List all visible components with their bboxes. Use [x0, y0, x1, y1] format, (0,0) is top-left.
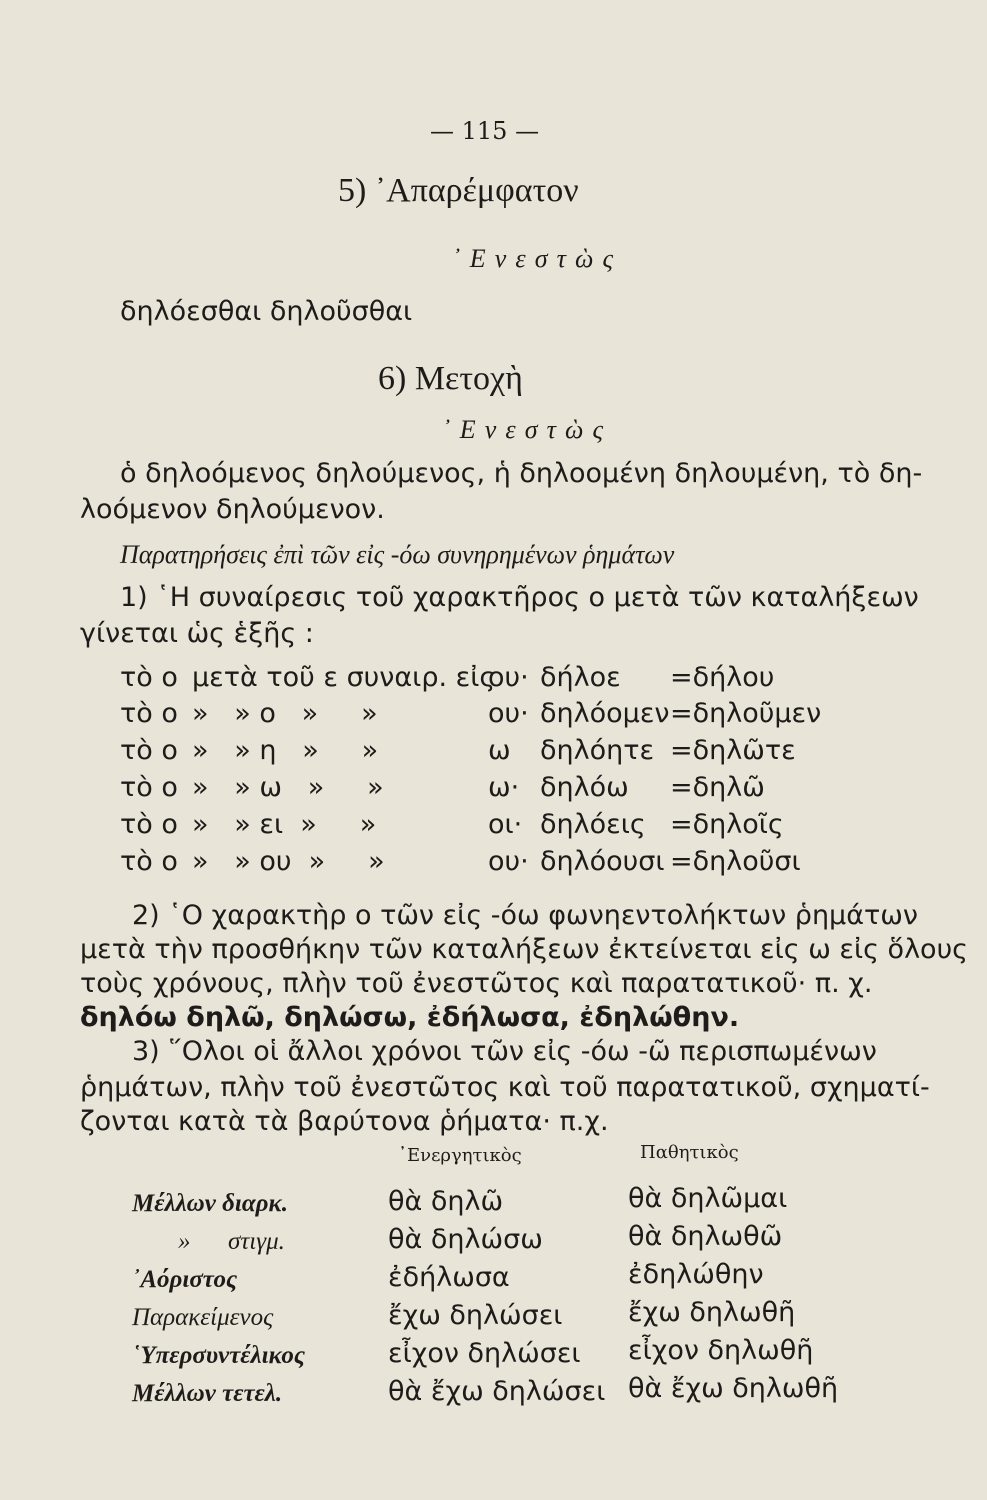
row-result: οι·	[488, 809, 523, 840]
active-form: θὰ ἔχω δηλώσει	[388, 1376, 606, 1407]
active-form: ἔχω δηλώσει	[388, 1300, 563, 1331]
active-form: θὰ δηλώσω	[388, 1224, 543, 1255]
remark2-line1: 2) ῾Ο χαρακτὴρ ο τῶν εἰς -όω φωνηεντολήκτων ῥημάτων	[132, 900, 918, 931]
section6-heading: 6) Μετοχὴ	[378, 360, 523, 397]
row-result: ω·	[488, 772, 520, 803]
row-prefix: τὸ ο	[120, 735, 178, 766]
passive-form: ἔχω δηλωθῆ	[628, 1297, 796, 1328]
row-contracted: =δηλῶτε	[670, 735, 796, 766]
row-rule: » » η » »	[192, 735, 379, 766]
tense-label: Μέλλων τετελ.	[132, 1380, 283, 1407]
remark2-line2: μετὰ τὴν προσθήκην τῶν καταλήξεων ἐκτείνεται εἰς ω εἰς ὅλους	[80, 934, 969, 965]
row-rule: » » ω » »	[192, 772, 384, 803]
row-result: ω	[488, 735, 511, 766]
row-prefix: τὸ ο	[120, 809, 178, 840]
remarks-title: Παρατηρήσεις ἐπὶ τῶν εἰς -όω συνηρημένων ῥημάτων	[120, 540, 675, 569]
passive-form: εἶχον δηλωθῆ	[628, 1335, 814, 1366]
row-prefix: τὸ ο	[120, 698, 178, 729]
row-rule: » » ο » »	[192, 698, 378, 729]
remark1-line1: 1) ῾Η συναίρεσις τοῦ χαρακτῆρος ο μετὰ τῶν καταλήξεων	[120, 582, 919, 613]
row-prefix: τὸ ο	[120, 772, 178, 803]
row-contracted: =δήλου	[670, 662, 775, 693]
passive-form: ἐδηλώθην	[628, 1259, 764, 1290]
col-header-passive: Παθητικὸς	[640, 1142, 739, 1163]
active-form: θὰ δηλῶ	[388, 1186, 504, 1217]
remark3-line3: ζονται κατὰ τὰ βαρύτονα ῥήματα· π.χ.	[80, 1106, 609, 1137]
row-uncontracted: δήλοε	[540, 662, 621, 693]
row-prefix: τὸ ο	[120, 846, 178, 877]
tense-label: ᾿Αόριστος	[132, 1266, 238, 1293]
row-contracted: =δηλοῦσι	[670, 846, 801, 877]
remark3-line1: 3) ῞Ολοι οἱ ἄλλοι χρόνοι τῶν εἰς -όω -ῶ περισπωμένων	[132, 1036, 877, 1067]
tense-label: » στιγμ.	[178, 1228, 285, 1255]
row-result: ου·	[488, 662, 529, 693]
row-contracted: =δηλῶ	[670, 772, 765, 803]
tense-label: ῾Υπερσυντέλικος	[132, 1342, 305, 1369]
passive-form: θὰ δηλῶμαι	[628, 1183, 788, 1214]
section5-heading: 5) ᾿Απαρέμφατον	[338, 172, 579, 209]
remark2-line4: δηλόω δηλῶ, δηλώσω, ἐδήλωσα, ἐδηλώθην.	[80, 1002, 740, 1033]
active-form: ἐδήλωσα	[388, 1262, 510, 1293]
active-form: εἶχον δηλώσει	[388, 1338, 581, 1369]
section5-tense: ᾿Ενεστὼς	[452, 244, 623, 273]
row-uncontracted: δηλόουσι	[540, 846, 665, 877]
row-contracted: =δηλοῦμεν	[670, 698, 822, 729]
remark2-line3: τοὺς χρόνους, πλὴν τοῦ ἐνεστῶτος καὶ παρατατικοῦ· π. χ.	[80, 968, 873, 999]
row-rule: μετὰ τοῦ ε συναιρ. εἰς	[192, 662, 496, 693]
row-contracted: =δηλοῖς	[670, 809, 784, 840]
passive-form: θὰ ἔχω δηλωθῆ	[628, 1373, 839, 1404]
row-rule: » » ου » »	[192, 846, 385, 877]
row-result: ου·	[488, 698, 529, 729]
row-uncontracted: δηλόητε	[540, 735, 655, 766]
section6-tense: ᾿Ενεστὼς	[442, 415, 613, 444]
section6-line1: ὁ δηλοόμενος δηλούμενος, ἡ δηλοομένη δηλουμένη, τὸ δη-	[120, 458, 923, 489]
row-result: ου·	[488, 846, 529, 877]
row-uncontracted: δηλόω	[540, 772, 629, 803]
row-prefix: τὸ ο	[120, 662, 178, 693]
section5-forms: δηλόεσθαι δηλοῦσθαι	[120, 296, 413, 327]
passive-form: θὰ δηλωθῶ	[628, 1221, 783, 1252]
remark1-line2: γίνεται ὡς ἑξῆς :	[80, 618, 314, 649]
tense-label: Παρακείμενος	[132, 1304, 274, 1331]
row-uncontracted: δηλόομεν	[540, 698, 670, 729]
section6-line2: λοόμενον δηλούμενον.	[80, 494, 385, 525]
col-header-active: ᾿Ενεργητικὸς	[398, 1145, 522, 1166]
tense-label: Μέλλων διαρκ.	[132, 1190, 289, 1217]
row-rule: » » ει » »	[192, 809, 377, 840]
page-number: — 115 —	[430, 117, 540, 145]
row-uncontracted: δηλόεις	[540, 809, 646, 840]
remark3-line2: ῥημάτων, πλὴν τοῦ ἐνεστῶτος καὶ τοῦ παρατατικοῦ, σχηματί-	[80, 1072, 930, 1103]
